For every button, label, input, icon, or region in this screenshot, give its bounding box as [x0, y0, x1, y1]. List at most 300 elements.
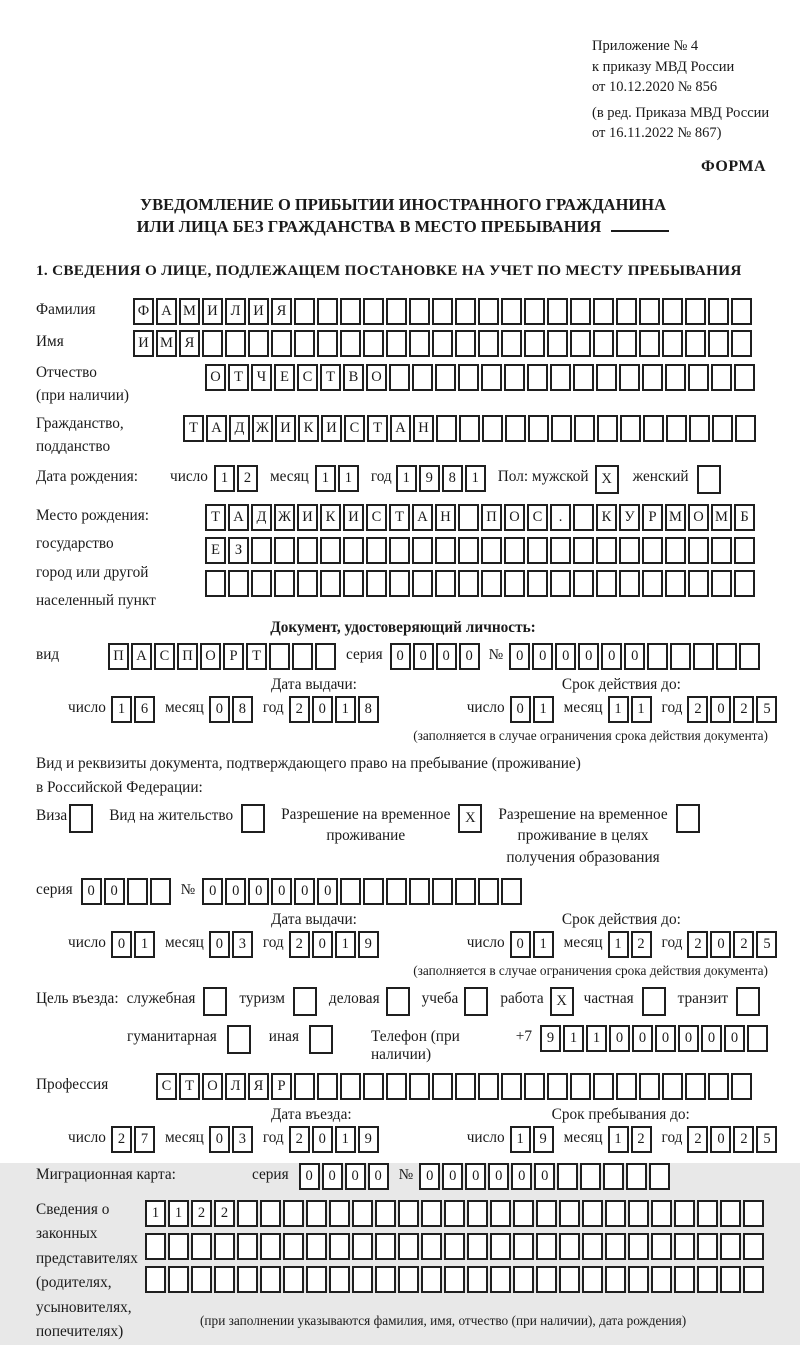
char-cell[interactable]	[720, 1233, 741, 1260]
char-cell[interactable]: С	[156, 1073, 177, 1100]
char-cell[interactable]	[366, 537, 387, 564]
char-cell[interactable]	[504, 570, 525, 597]
char-cell[interactable]	[573, 570, 594, 597]
char-cell[interactable]	[389, 364, 410, 391]
char-cell[interactable]	[251, 537, 272, 564]
char-cell[interactable]: Т	[389, 504, 410, 531]
char-cell[interactable]	[409, 1073, 430, 1100]
char-cell[interactable]: 0	[710, 696, 731, 723]
char-cell[interactable]	[736, 987, 760, 1016]
char-cell[interactable]	[651, 1233, 672, 1260]
char-cell[interactable]	[524, 1073, 545, 1100]
char-cell[interactable]	[628, 1233, 649, 1260]
char-cell[interactable]: П	[108, 643, 129, 670]
char-cell[interactable]: Т	[228, 364, 249, 391]
char-cell[interactable]	[435, 364, 456, 391]
char-cell[interactable]: О	[200, 643, 221, 670]
char-cell[interactable]: М	[711, 504, 732, 531]
char-cell[interactable]: 0	[111, 931, 132, 958]
char-cell[interactable]: 9	[358, 1126, 379, 1153]
char-cell[interactable]: Ф	[133, 298, 154, 325]
char-cell[interactable]	[559, 1233, 580, 1260]
char-cell[interactable]	[639, 330, 660, 357]
char-cell[interactable]: 8	[232, 696, 253, 723]
char-cell[interactable]	[665, 537, 686, 564]
char-cell[interactable]	[550, 570, 571, 597]
char-cell[interactable]	[145, 1233, 166, 1260]
char-cell[interactable]	[712, 415, 733, 442]
char-cell[interactable]	[501, 878, 522, 905]
char-cell[interactable]	[458, 504, 479, 531]
char-cell[interactable]	[620, 415, 641, 442]
char-cell[interactable]	[409, 298, 430, 325]
char-cell[interactable]	[340, 330, 361, 357]
char-cell[interactable]: 3	[232, 1126, 253, 1153]
char-cell[interactable]	[688, 570, 709, 597]
char-cell[interactable]	[421, 1266, 442, 1293]
char-cell[interactable]: Я	[248, 1073, 269, 1100]
char-cell[interactable]: 0	[413, 643, 434, 670]
char-cell[interactable]	[191, 1233, 212, 1260]
char-cell[interactable]: 0	[465, 1163, 486, 1190]
char-cell[interactable]	[639, 298, 660, 325]
char-cell[interactable]	[248, 330, 269, 357]
char-cell[interactable]	[127, 878, 148, 905]
char-cell[interactable]	[214, 1233, 235, 1260]
char-cell[interactable]	[547, 1073, 568, 1100]
char-cell[interactable]: О	[688, 504, 709, 531]
char-cell[interactable]: И	[133, 330, 154, 357]
char-cell[interactable]: 0	[299, 1163, 320, 1190]
char-cell[interactable]	[283, 1200, 304, 1227]
char-cell[interactable]: Е	[205, 537, 226, 564]
char-cell[interactable]	[458, 537, 479, 564]
char-cell[interactable]: 0	[701, 1025, 722, 1052]
char-cell[interactable]: 0	[248, 878, 269, 905]
char-cell[interactable]	[642, 537, 663, 564]
char-cell[interactable]	[317, 1073, 338, 1100]
char-cell[interactable]	[570, 1073, 591, 1100]
char-cell[interactable]	[455, 298, 476, 325]
char-cell[interactable]: Т	[183, 415, 204, 442]
char-cell[interactable]	[501, 1073, 522, 1100]
char-cell[interactable]: П	[481, 504, 502, 531]
char-cell[interactable]	[363, 298, 384, 325]
char-cell[interactable]: 0	[312, 931, 333, 958]
char-cell[interactable]	[513, 1266, 534, 1293]
char-cell[interactable]	[547, 330, 568, 357]
char-cell[interactable]: 8	[442, 465, 463, 492]
char-cell[interactable]	[478, 330, 499, 357]
char-cell[interactable]	[651, 1200, 672, 1227]
char-cell[interactable]	[478, 1073, 499, 1100]
char-cell[interactable]	[501, 298, 522, 325]
char-cell[interactable]: 0	[209, 931, 230, 958]
char-cell[interactable]	[570, 298, 591, 325]
char-cell[interactable]	[412, 364, 433, 391]
char-cell[interactable]	[674, 1200, 695, 1227]
char-cell[interactable]	[459, 415, 480, 442]
char-cell[interactable]	[375, 1233, 396, 1260]
char-cell[interactable]	[711, 364, 732, 391]
char-cell[interactable]: 1	[111, 696, 132, 723]
char-cell[interactable]: 0	[678, 1025, 699, 1052]
char-cell[interactable]	[580, 1163, 601, 1190]
char-cell[interactable]: Л	[225, 298, 246, 325]
char-cell[interactable]	[685, 298, 706, 325]
char-cell[interactable]: 2	[191, 1200, 212, 1227]
char-cell[interactable]: X	[595, 465, 619, 494]
char-cell[interactable]	[665, 570, 686, 597]
char-cell[interactable]	[649, 1163, 670, 1190]
char-cell[interactable]: Т	[320, 364, 341, 391]
char-cell[interactable]: 2	[687, 931, 708, 958]
char-cell[interactable]	[697, 1233, 718, 1260]
char-cell[interactable]	[662, 330, 683, 357]
char-cell[interactable]: 2	[289, 696, 310, 723]
char-cell[interactable]	[605, 1200, 626, 1227]
char-cell[interactable]: О	[504, 504, 525, 531]
char-cell[interactable]	[711, 570, 732, 597]
char-cell[interactable]	[458, 570, 479, 597]
char-cell[interactable]: М	[665, 504, 686, 531]
char-cell[interactable]	[458, 364, 479, 391]
char-cell[interactable]	[642, 570, 663, 597]
char-cell[interactable]: 1	[396, 465, 417, 492]
char-cell[interactable]: Т	[367, 415, 388, 442]
char-cell[interactable]	[720, 1200, 741, 1227]
char-cell[interactable]: 1	[465, 465, 486, 492]
char-cell[interactable]: 0	[442, 1163, 463, 1190]
char-cell[interactable]: Б	[734, 504, 755, 531]
char-cell[interactable]	[582, 1233, 603, 1260]
char-cell[interactable]	[455, 1073, 476, 1100]
char-cell[interactable]	[527, 364, 548, 391]
char-cell[interactable]	[619, 537, 640, 564]
char-cell[interactable]	[536, 1200, 557, 1227]
char-cell[interactable]: 1	[335, 931, 356, 958]
char-cell[interactable]	[674, 1233, 695, 1260]
char-cell[interactable]	[734, 537, 755, 564]
char-cell[interactable]	[340, 1073, 361, 1100]
char-cell[interactable]: 0	[345, 1163, 366, 1190]
char-cell[interactable]: 0	[436, 643, 457, 670]
char-cell[interactable]	[697, 1266, 718, 1293]
char-cell[interactable]	[412, 570, 433, 597]
char-cell[interactable]	[478, 878, 499, 905]
char-cell[interactable]: 1	[335, 1126, 356, 1153]
char-cell[interactable]	[294, 298, 315, 325]
char-cell[interactable]	[550, 364, 571, 391]
char-cell[interactable]: 0	[710, 1126, 731, 1153]
char-cell[interactable]	[421, 1233, 442, 1260]
char-cell[interactable]: О	[366, 364, 387, 391]
char-cell[interactable]	[573, 537, 594, 564]
char-cell[interactable]	[676, 804, 700, 833]
char-cell[interactable]	[490, 1233, 511, 1260]
char-cell[interactable]	[651, 1266, 672, 1293]
char-cell[interactable]: Р	[642, 504, 663, 531]
char-cell[interactable]	[444, 1266, 465, 1293]
char-cell[interactable]	[455, 330, 476, 357]
char-cell[interactable]	[145, 1266, 166, 1293]
char-cell[interactable]	[363, 878, 384, 905]
char-cell[interactable]	[739, 643, 760, 670]
char-cell[interactable]: К	[596, 504, 617, 531]
char-cell[interactable]	[293, 987, 317, 1016]
char-cell[interactable]: 2	[687, 696, 708, 723]
char-cell[interactable]: 0	[317, 878, 338, 905]
char-cell[interactable]: А	[206, 415, 227, 442]
char-cell[interactable]: 0	[710, 931, 731, 958]
char-cell[interactable]: 1	[335, 696, 356, 723]
char-cell[interactable]	[731, 330, 752, 357]
char-cell[interactable]	[297, 570, 318, 597]
char-cell[interactable]: 0	[532, 643, 553, 670]
char-cell[interactable]: 2	[289, 1126, 310, 1153]
char-cell[interactable]: И	[343, 504, 364, 531]
char-cell[interactable]	[306, 1200, 327, 1227]
char-cell[interactable]: 2	[631, 1126, 652, 1153]
char-cell[interactable]	[536, 1233, 557, 1260]
char-cell[interactable]: 0	[312, 1126, 333, 1153]
char-cell[interactable]	[386, 298, 407, 325]
char-cell[interactable]	[421, 1200, 442, 1227]
char-cell[interactable]: И	[202, 298, 223, 325]
char-cell[interactable]	[294, 330, 315, 357]
char-cell[interactable]	[616, 1073, 637, 1100]
char-cell[interactable]	[389, 537, 410, 564]
char-cell[interactable]: О	[202, 1073, 223, 1100]
char-cell[interactable]: 0	[632, 1025, 653, 1052]
char-cell[interactable]	[573, 504, 594, 531]
char-cell[interactable]	[260, 1266, 281, 1293]
char-cell[interactable]	[662, 298, 683, 325]
char-cell[interactable]: 6	[134, 696, 155, 723]
char-cell[interactable]: Я	[271, 298, 292, 325]
char-cell[interactable]	[228, 570, 249, 597]
char-cell[interactable]	[734, 364, 755, 391]
char-cell[interactable]: Н	[435, 504, 456, 531]
char-cell[interactable]: М	[156, 330, 177, 357]
char-cell[interactable]: 1	[145, 1200, 166, 1227]
char-cell[interactable]	[168, 1233, 189, 1260]
char-cell[interactable]: 0	[294, 878, 315, 905]
char-cell[interactable]	[386, 330, 407, 357]
char-cell[interactable]	[467, 1233, 488, 1260]
char-cell[interactable]: 1	[510, 1126, 531, 1153]
char-cell[interactable]: 1	[338, 465, 359, 492]
char-cell[interactable]	[616, 330, 637, 357]
char-cell[interactable]	[320, 570, 341, 597]
char-cell[interactable]: 0	[601, 643, 622, 670]
char-cell[interactable]	[504, 537, 525, 564]
char-cell[interactable]	[398, 1200, 419, 1227]
char-cell[interactable]: Т	[246, 643, 267, 670]
char-cell[interactable]: 1	[134, 931, 155, 958]
char-cell[interactable]	[619, 570, 640, 597]
char-cell[interactable]: И	[248, 298, 269, 325]
char-cell[interactable]: X	[458, 804, 482, 833]
char-cell[interactable]: 1	[168, 1200, 189, 1227]
char-cell[interactable]: 0	[724, 1025, 745, 1052]
char-cell[interactable]: В	[343, 364, 364, 391]
char-cell[interactable]: 0	[312, 696, 333, 723]
char-cell[interactable]	[731, 298, 752, 325]
char-cell[interactable]	[294, 1073, 315, 1100]
char-cell[interactable]	[481, 364, 502, 391]
char-cell[interactable]: 1	[586, 1025, 607, 1052]
char-cell[interactable]	[271, 330, 292, 357]
char-cell[interactable]	[297, 537, 318, 564]
char-cell[interactable]	[720, 1266, 741, 1293]
char-cell[interactable]: 0	[104, 878, 125, 905]
char-cell[interactable]	[150, 878, 171, 905]
char-cell[interactable]	[315, 643, 336, 670]
char-cell[interactable]	[389, 570, 410, 597]
char-cell[interactable]	[505, 415, 526, 442]
char-cell[interactable]	[409, 330, 430, 357]
char-cell[interactable]: 2	[733, 696, 754, 723]
char-cell[interactable]	[596, 537, 617, 564]
char-cell[interactable]	[237, 1233, 258, 1260]
char-cell[interactable]	[670, 643, 691, 670]
char-cell[interactable]	[605, 1233, 626, 1260]
char-cell[interactable]: 5	[756, 931, 777, 958]
char-cell[interactable]: 0	[459, 643, 480, 670]
char-cell[interactable]	[603, 1163, 624, 1190]
char-cell[interactable]: К	[320, 504, 341, 531]
char-cell[interactable]	[628, 1200, 649, 1227]
char-cell[interactable]	[329, 1266, 350, 1293]
char-cell[interactable]	[747, 1025, 768, 1052]
char-cell[interactable]	[409, 878, 430, 905]
char-cell[interactable]	[551, 415, 572, 442]
char-cell[interactable]	[237, 1200, 258, 1227]
char-cell[interactable]: 0	[81, 878, 102, 905]
char-cell[interactable]: Е	[274, 364, 295, 391]
char-cell[interactable]: Р	[271, 1073, 292, 1100]
char-cell[interactable]	[435, 537, 456, 564]
char-cell[interactable]: 5	[756, 1126, 777, 1153]
char-cell[interactable]	[643, 415, 664, 442]
char-cell[interactable]	[743, 1266, 764, 1293]
char-cell[interactable]	[570, 330, 591, 357]
char-cell[interactable]: С	[344, 415, 365, 442]
char-cell[interactable]	[227, 1025, 251, 1054]
char-cell[interactable]: 0	[609, 1025, 630, 1052]
char-cell[interactable]	[513, 1233, 534, 1260]
char-cell[interactable]	[317, 298, 338, 325]
char-cell[interactable]: К	[298, 415, 319, 442]
char-cell[interactable]	[616, 298, 637, 325]
char-cell[interactable]	[490, 1200, 511, 1227]
char-cell[interactable]	[205, 570, 226, 597]
char-cell[interactable]	[260, 1200, 281, 1227]
char-cell[interactable]	[340, 298, 361, 325]
char-cell[interactable]: И	[321, 415, 342, 442]
char-cell[interactable]	[455, 878, 476, 905]
char-cell[interactable]	[527, 570, 548, 597]
char-cell[interactable]	[363, 330, 384, 357]
char-cell[interactable]: 1	[315, 465, 336, 492]
char-cell[interactable]	[274, 570, 295, 597]
char-cell[interactable]	[432, 330, 453, 357]
char-cell[interactable]	[320, 537, 341, 564]
char-cell[interactable]	[309, 1025, 333, 1054]
char-cell[interactable]: 0	[510, 696, 531, 723]
char-cell[interactable]	[375, 1266, 396, 1293]
char-cell[interactable]	[582, 1266, 603, 1293]
char-cell[interactable]	[626, 1163, 647, 1190]
char-cell[interactable]	[708, 298, 729, 325]
char-cell[interactable]	[593, 298, 614, 325]
char-cell[interactable]	[412, 537, 433, 564]
char-cell[interactable]	[619, 364, 640, 391]
char-cell[interactable]: 9	[419, 465, 440, 492]
char-cell[interactable]: Ж	[252, 415, 273, 442]
char-cell[interactable]: 0	[322, 1163, 343, 1190]
char-cell[interactable]: 0	[209, 1126, 230, 1153]
char-cell[interactable]	[467, 1266, 488, 1293]
char-cell[interactable]	[352, 1200, 373, 1227]
char-cell[interactable]: Я	[179, 330, 200, 357]
char-cell[interactable]	[241, 804, 265, 833]
char-cell[interactable]: 2	[111, 1126, 132, 1153]
char-cell[interactable]	[274, 537, 295, 564]
char-cell[interactable]: 2	[687, 1126, 708, 1153]
char-cell[interactable]	[283, 1233, 304, 1260]
char-cell[interactable]	[716, 643, 737, 670]
char-cell[interactable]	[363, 1073, 384, 1100]
char-cell[interactable]	[708, 1073, 729, 1100]
char-cell[interactable]	[432, 878, 453, 905]
char-cell[interactable]	[481, 570, 502, 597]
char-cell[interactable]	[467, 1200, 488, 1227]
char-cell[interactable]: А	[156, 298, 177, 325]
char-cell[interactable]	[306, 1233, 327, 1260]
char-cell[interactable]	[444, 1200, 465, 1227]
char-cell[interactable]	[432, 1073, 453, 1100]
char-cell[interactable]: 9	[533, 1126, 554, 1153]
char-cell[interactable]: 1	[608, 696, 629, 723]
char-cell[interactable]	[559, 1200, 580, 1227]
char-cell[interactable]	[743, 1233, 764, 1260]
char-cell[interactable]: Ж	[274, 504, 295, 531]
char-cell[interactable]: 0	[511, 1163, 532, 1190]
char-cell[interactable]: А	[412, 504, 433, 531]
char-cell[interactable]: 2	[631, 931, 652, 958]
char-cell[interactable]: Л	[225, 1073, 246, 1100]
char-cell[interactable]: 0	[655, 1025, 676, 1052]
char-cell[interactable]: 1	[608, 1126, 629, 1153]
char-cell[interactable]	[191, 1266, 212, 1293]
char-cell[interactable]	[697, 1200, 718, 1227]
char-cell[interactable]: С	[527, 504, 548, 531]
char-cell[interactable]	[386, 1073, 407, 1100]
char-cell[interactable]	[628, 1266, 649, 1293]
char-cell[interactable]: 0	[368, 1163, 389, 1190]
char-cell[interactable]	[343, 537, 364, 564]
char-cell[interactable]	[559, 1266, 580, 1293]
char-cell[interactable]	[435, 570, 456, 597]
char-cell[interactable]: 2	[237, 465, 258, 492]
char-cell[interactable]	[464, 987, 488, 1016]
char-cell[interactable]: 8	[358, 696, 379, 723]
char-cell[interactable]: 0	[509, 643, 530, 670]
char-cell[interactable]	[688, 537, 709, 564]
char-cell[interactable]	[214, 1266, 235, 1293]
